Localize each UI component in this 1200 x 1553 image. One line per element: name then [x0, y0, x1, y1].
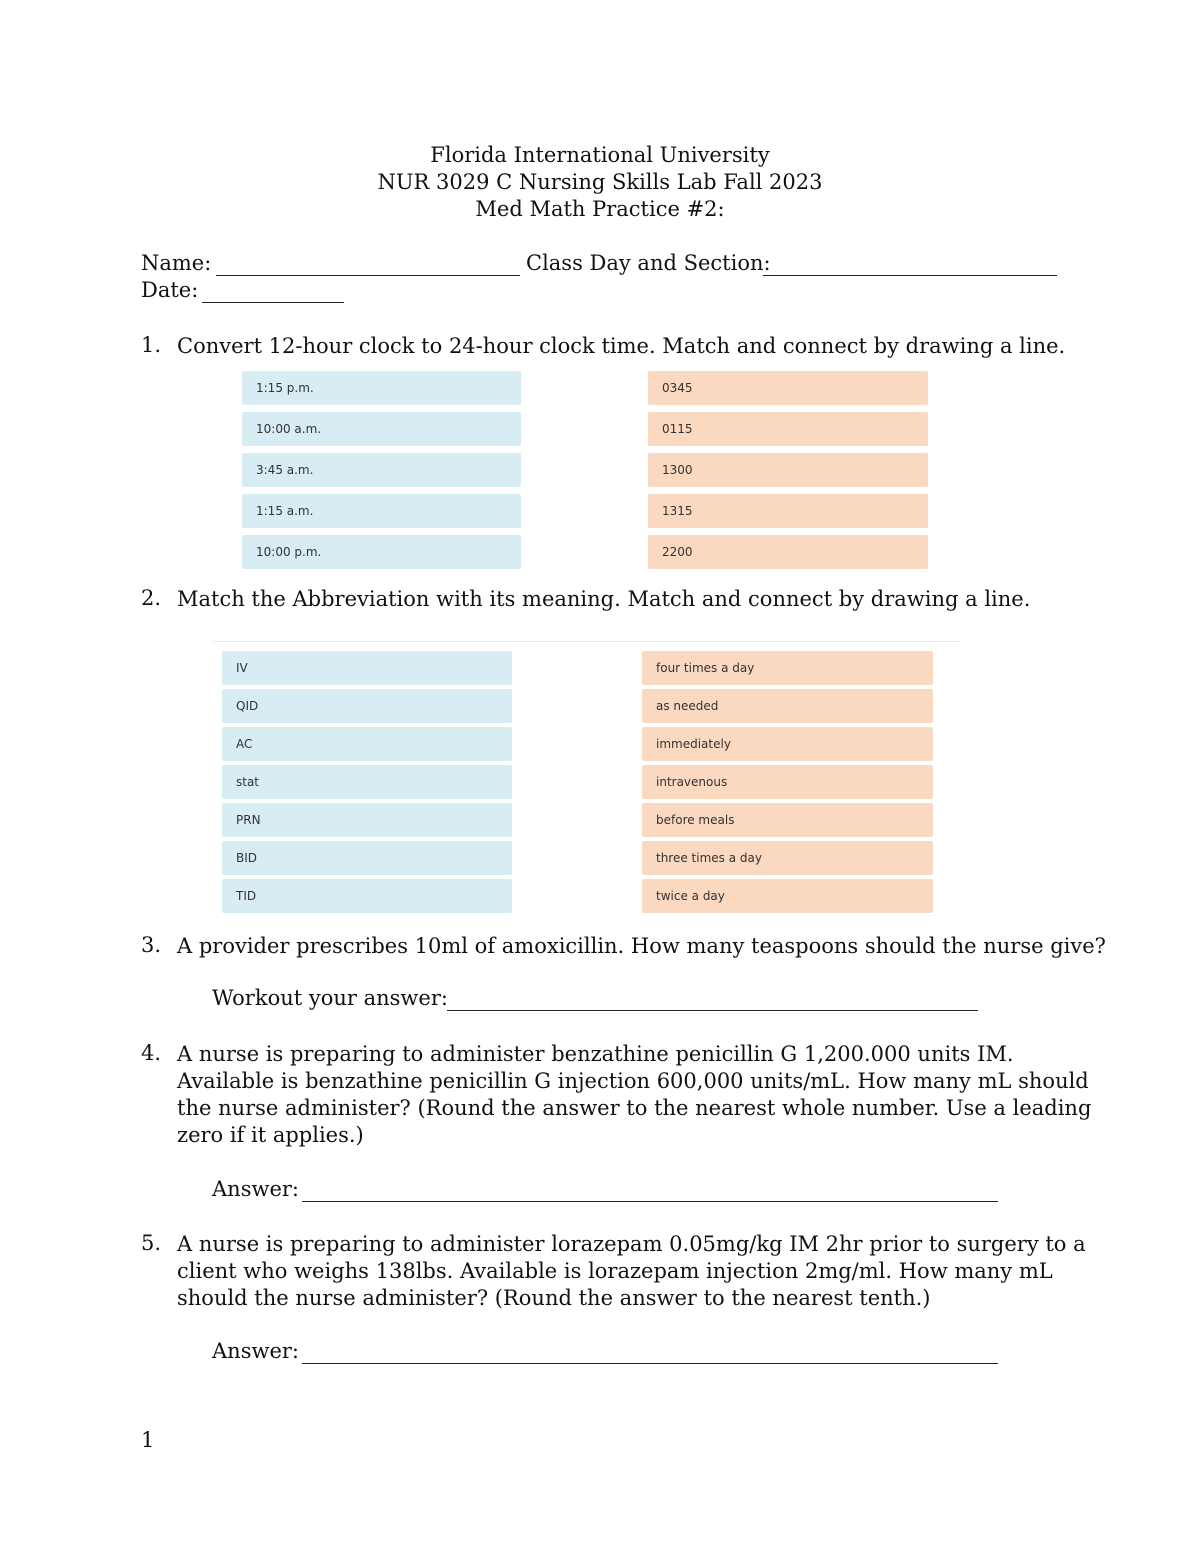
worksheet-title: Med Math Practice #2: [475, 197, 725, 221]
class-day-section-label: Class Day and Section: [526, 251, 771, 275]
question-5-text-line: A nurse is preparing to administer lorazepam 0.05mg/kg IM 2hr prior to surgery to a [177, 1232, 1086, 1256]
q2-left-item[interactable]: IV [222, 651, 512, 685]
date-field[interactable] [202, 302, 344, 303]
q1-right-item[interactable]: 2200 [648, 535, 928, 569]
question-5-text-line: should the nurse administer? (Round the answer to the nearest tenth.) [177, 1286, 931, 1310]
question-5-text-line: client who weighs 138lbs. Available is lorazepam injection 2mg/ml. How many mL [177, 1259, 1053, 1283]
q2-left-item[interactable]: stat [222, 765, 512, 799]
q1-right-item[interactable]: 0345 [648, 371, 928, 405]
q2-left-item[interactable]: BID [222, 841, 512, 875]
q1-left-item[interactable]: 10:00 p.m. [242, 535, 521, 569]
q2-right-item[interactable]: as needed [642, 689, 933, 723]
class-day-section-field[interactable] [763, 275, 1057, 276]
q2-left-item[interactable]: QID [222, 689, 512, 723]
question-5-answer-label: Answer: [212, 1339, 299, 1363]
q1-left-item[interactable]: 3:45 a.m. [242, 453, 521, 487]
course-title: NUR 3029 C Nursing Skills Lab Fall 2023 [377, 170, 823, 194]
question-4-number: 4. [141, 1041, 162, 1065]
question-4-answer-label: Answer: [212, 1177, 299, 1201]
q2-right-item[interactable]: twice a day [642, 879, 933, 913]
question-5-answer-field[interactable] [302, 1363, 998, 1364]
q2-right-item[interactable]: intravenous [642, 765, 933, 799]
q1-left-item[interactable]: 1:15 a.m. [242, 494, 521, 528]
question-4-answer-field[interactable] [302, 1201, 998, 1202]
q2-left-item[interactable]: AC [222, 727, 512, 761]
q1-right-item[interactable]: 1315 [648, 494, 928, 528]
university-name: Florida International University [430, 143, 770, 167]
question-4-text-line: zero if it applies.) [177, 1123, 364, 1147]
q2-right-item[interactable]: four times a day [642, 651, 933, 685]
name-label: Name: [141, 251, 212, 275]
q2-right-item[interactable]: before meals [642, 803, 933, 837]
question-1-text: Convert 12-hour clock to 24-hour clock time. Match and connect by drawing a line. [177, 334, 1066, 358]
question-5-number: 5. [141, 1231, 162, 1255]
q2-right-item[interactable]: immediately [642, 727, 933, 761]
q2-left-item[interactable]: TID [222, 879, 512, 913]
question-3-text: A provider prescribes 10ml of amoxicillin. How many teaspoons should the nurse give? [177, 934, 1106, 958]
question-2-text: Match the Abbreviation with its meaning. Match and connect by drawing a line. [177, 587, 1031, 611]
q2-top-rule [213, 641, 960, 642]
q2-left-item[interactable]: PRN [222, 803, 512, 837]
question-4-text-line: Available is benzathine penicillin G injection 600,000 units/mL. How many mL should [177, 1069, 1089, 1093]
question-3-number: 3. [141, 933, 162, 957]
question-3-answer-label: Workout your answer: [212, 986, 448, 1010]
question-1-number: 1. [141, 333, 162, 357]
q1-right-item[interactable]: 1300 [648, 453, 928, 487]
question-3-answer-field[interactable] [447, 1010, 978, 1011]
q1-left-item[interactable]: 10:00 a.m. [242, 412, 521, 446]
q1-right-item[interactable]: 0115 [648, 412, 928, 446]
name-field[interactable] [216, 275, 520, 276]
question-2-number: 2. [141, 586, 162, 610]
date-label: Date: [141, 278, 199, 302]
page-number: 1 [141, 1428, 155, 1452]
question-4-text-line: A nurse is preparing to administer benzathine penicillin G 1,200.000 units IM. [177, 1042, 1014, 1066]
question-4-text-line: the nurse administer? (Round the answer to the nearest whole number. Use a leading [177, 1096, 1092, 1120]
q2-right-item[interactable]: three times a day [642, 841, 933, 875]
q1-left-item[interactable]: 1:15 p.m. [242, 371, 521, 405]
